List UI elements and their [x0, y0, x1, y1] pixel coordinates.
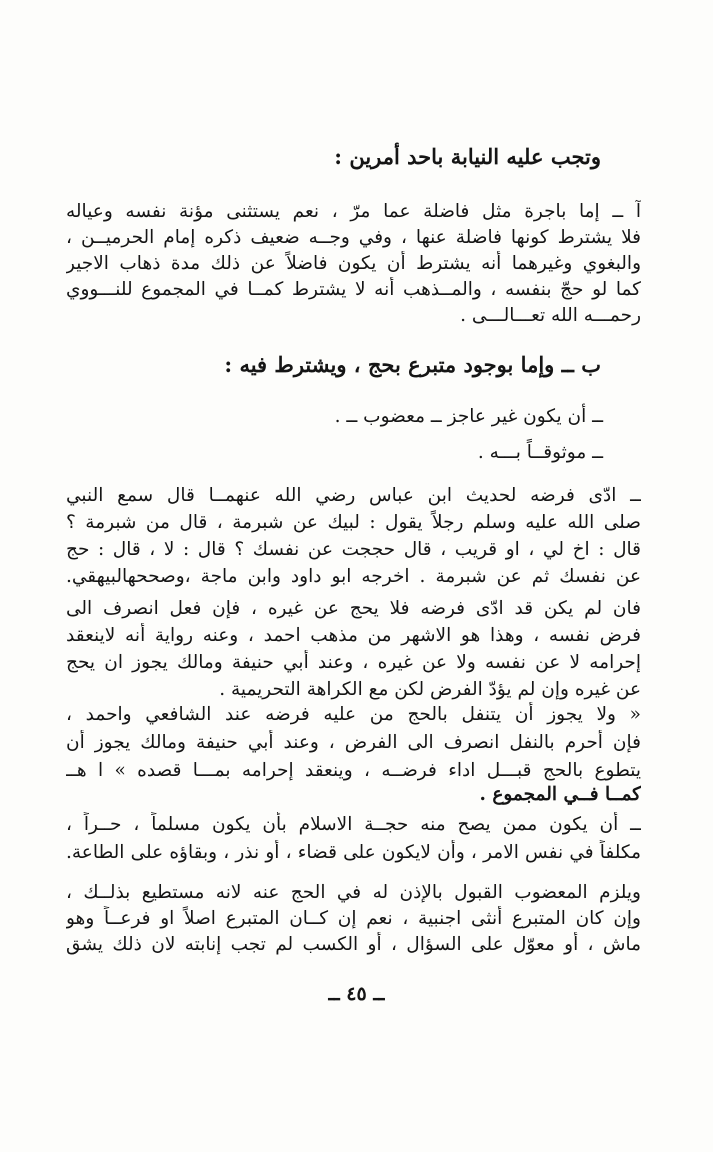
- paragraph-2-line: إحرامه لا عن نفسه ولا عن غيره ، وعند أبي حنيفة ومالك يجوز ان يحج: [66, 652, 641, 673]
- section-a-line: رحمـــه الله تعـــالـــى .: [460, 305, 641, 326]
- paragraph-5-line: وإن كان المتبرع أنثى اجنبية ، نعم إن كــان المتبرع اصلاً او فرعــاً وهو: [66, 908, 641, 929]
- hadith-line: ــ ادّى فرضه لحديث ابن عباس رضي الله عنهمــا قال سمع النبي: [66, 485, 641, 506]
- paragraph-5-line: ويلزم المعضوب القبول بالإذن له في الحج عنه لانه مستطيع بذلــك ،: [66, 882, 641, 903]
- section-a-line: آ ــ إما باجرة مثل فاضلة عما مرّ ، نعم يستثنى مؤنة نفسه وعياله: [66, 201, 641, 222]
- paragraph-4-line: ــ أن يكون ممن يصح منه حجــة الاسلام بأن يكون مسلماً ، حــراً ،: [66, 814, 641, 835]
- section-a-line: كما لو حجّ بنفسه ، والمــذهب أنه لا يشترط كمــا في المجموع للنـــووي: [66, 279, 641, 300]
- section-a-line: فلا يشترط كونها فاضلة عنها ، وفي وجــه ضعيف ذكره إمام الحرميــن ،: [66, 227, 641, 248]
- paragraph-2-line: عن غيره وإن لم يؤدّ الفرض لكن مع الكراهة التحريمية .: [219, 679, 641, 700]
- heading-main: وتجب عليه النيابة باحد أمرين :: [334, 144, 601, 169]
- quote-line: فإن أحرم بالنفل انصرف الى الفرض ، وعند أبي حنيفة ومالك يجوز أن: [66, 732, 641, 753]
- hadith-line: صلى الله عليه وسلم رجلاً يقول : لبيك عن شبرمة ، قال من شبرمة ؟: [66, 512, 641, 533]
- condition-item: ــ أن يكون غير عاجز ــ معضوب ــ .: [334, 406, 603, 427]
- condition-item: ــ موثوقــاً بـــه .: [477, 442, 603, 463]
- paragraph-2-line: فرض نفسه ، وهذا هو الاشهر من مذهب احمد ، وعنه رواية أنه لاينعقد: [66, 625, 641, 646]
- page-number: ــ ٤٥ ــ: [328, 983, 385, 1005]
- quote-line: يتطوع بالحج قبـــل اداء فرضــه ، وينعقد إحرامه بمـــا قصده » ا هــ: [66, 760, 641, 781]
- quote-line: كمــا فــي المجموع .: [479, 784, 641, 805]
- paragraph-5-line: ماش ، أو معوّل على السؤال ، أو الكسب لم تجب إنابته لان ذلك يشق: [66, 934, 641, 955]
- hadith-line: قال : اخ لي ، او قريب ، قال حججت عن نفسك ؟ قال : لا ، قال : حج: [66, 539, 641, 560]
- quote-line: « ولا يجوز أن يتنفل بالحج من عليه فرضه عند الشافعي واحمد ،: [66, 704, 641, 725]
- heading-b: ب ــ وإما بوجود متبرع بحج ، ويشترط فيه :: [224, 352, 601, 377]
- paragraph-4-line: مكلفاً في نفس الامر ، وأن لايكون على قضاء ، أو نذر ، وبقاؤه على الطاعة.: [66, 842, 641, 863]
- paragraph-2-line: فان لم يكن قد ادّى فرضه فلا يحج عن غيره ، فإن فعل انصرف الى: [66, 598, 641, 619]
- hadith-line: عن نفسك ثم عن شبرمة . اخرجه ابو داود وابن ماجة ،وصححهالبيهقي.: [66, 566, 641, 587]
- section-a-line: والبغوي وغيرهما أنه يشترط أن يكون فاضلاً عن ذلك مدة ذهاب الاجير: [66, 253, 641, 274]
